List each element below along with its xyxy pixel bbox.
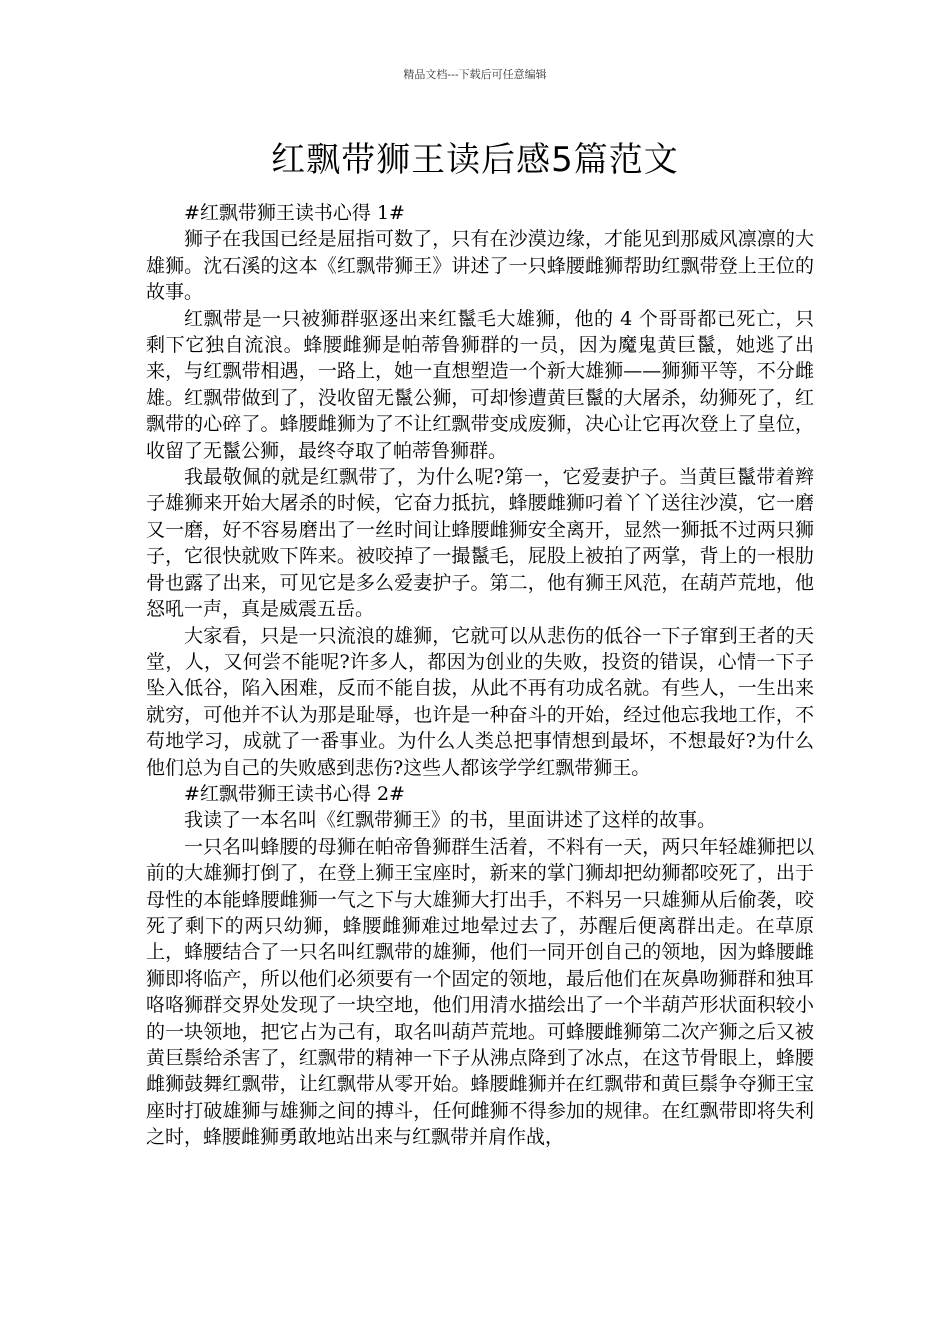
paragraph: 大家看，只是一只流浪的雄狮，它就可以从悲伤的低谷一下子窜到王者的天堂，人，又何尝不能呢?许多人，都因为创业的失败，投资的错误，心情一下子坠入低谷，陷入困难，反而不能自拔，从此不再有功成名就。有些人，一生出来就穷，可他并不认为那是耻辱，也许是一种奋斗的开始，经过他忘我地工作，不苟地学习，成就了一番事业。为什么人类总把事情想到最坏，不想最好?为什么他们总为自己的失败感到悲伤?这些人都该学学红飘带狮王。 (146, 624, 814, 779)
document-title: 红飘带狮王读后感5篇范文 (271, 140, 679, 180)
document-body (146, 200, 814, 1151)
paragraph: 一只名叫蜂腰的母狮在帕帝鲁狮群生活着，不料有一天，两只年轻雄狮把以前的大雄狮打倒了，在登上狮王宝座时，新来的掌门狮却把幼狮都咬死了，出于母性的本能蜂腰雌狮一气之下与大雄狮大打出手，不料另一只雄狮从后偷袭，咬死了剩下的两只幼狮，蜂腰雌狮难过地晕过去了，苏醒后便离群出走。在草原上，蜂腰结合了一只名叫红飘带的雄狮，他们一同开创自己的领地，因为蜂腰雌狮即将临产，所以他们必须要有一个固定的领地，最后他们在灰鼻吻狮群和独耳咯咯狮群交界处发现了一块空地，他们用清水描绘出了一个半葫芦形状面积较小的一块领地，把它占为己有，取名叫葫芦荒地。可蜂腰雌狮第二次产狮之后又被黄巨鬃给杀害了，红飘带的精神一下子从沸点降到了冰点，在这节骨眼上，蜂腰雌狮鼓舞红飘带，让红飘带从零开始。蜂腰雌狮并在红飘带和黄巨鬃争夺狮王宝座时打破雄狮与雄狮之间的搏斗，任何雌狮不得参加的规律。在红飘带即将失利之时，蜂腰雌狮勇敢地站出来与红飘带并肩作战， (146, 835, 814, 1149)
section-heading-2: #红飘带狮王读书心得 2# (184, 782, 405, 805)
paragraph: 我读了一本名叫《红飘带狮王》的书，里面讲述了这样的故事。 (184, 809, 717, 832)
page-header: 精品文档---下载后可任意编辑 (403, 68, 547, 81)
section-heading-1: #红飘带狮王读书心得 1# (184, 202, 405, 224)
paragraph: 狮子在我国已经是屈指可数了，只有在沙漠边缘，才能见到那威风凛凛的大雄狮。沈石溪的这本《红飘带狮王》讲述了一只蜂腰雌狮帮助红飘带登上王位的故事。 (146, 228, 814, 304)
paragraph: 我最敬佩的就是红飘带了，为什么呢?第一，它爱妻护子。当黄巨鬣带着辫子雄狮来开始大屠杀的时候，它奋力抵抗，蜂腰雌狮叼着丫丫送往沙漠，它一磨又一磨，好不容易磨出了一丝时间让蜂腰雌狮安全离开，显然一狮抵不过两只狮子，它很快就败下阵来。被咬掉了一撮鬣毛，屁股上被拍了两掌，背上的一根肋骨也露了出来，可见它是多么爱妻护子。第二，他有狮王风范，在葫芦荒地，他怒吼一声，真是威震五岳。 (146, 466, 814, 621)
paragraph: 红飘带是一只被狮群驱逐出来红鬣毛大雄狮，他的 4 个哥哥都已死亡，只剩下它独自流浪。蜂腰雌狮是帕蒂鲁狮群的一员，因为魔鬼黄巨鬣，她逃了出来，与红飘带相遇，一路上，她一直想塑造一个新大雄狮——狮狮平等，不分雌雄。红飘带做到了，没收留无鬣公狮，可却惨遭黄巨鬣的大屠杀，幼狮死了，红飘带的心碎了。蜂腰雌狮为了不让红飘带变成废狮，决心让它再次登上了皇位，收留了无鬣公狮，最终夺取了帕蒂鲁狮群。 (146, 307, 814, 462)
